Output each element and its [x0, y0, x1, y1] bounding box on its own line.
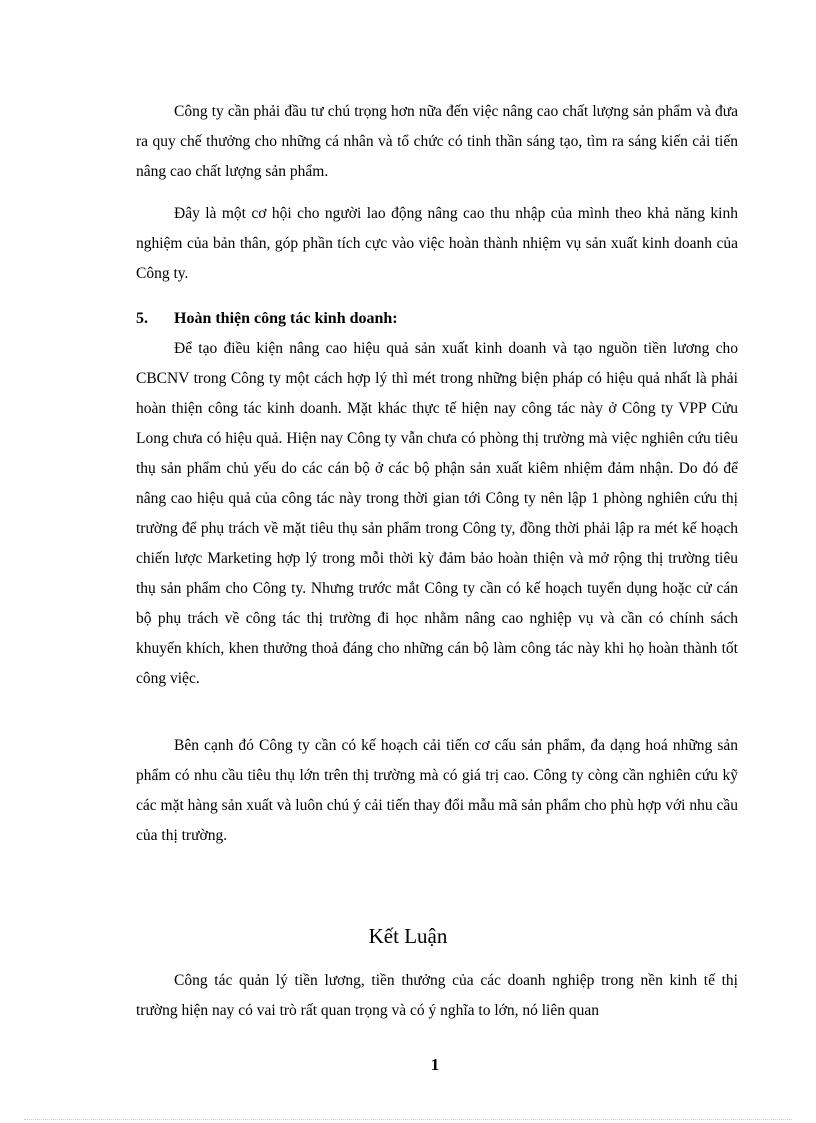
page-bottom-divider	[24, 1119, 792, 1120]
conclusion-title: Kết Luận	[368, 924, 448, 948]
paragraph-quality-investment: Công ty cần phải đầu tư chú trọng hơn nữa đến việc nâng cao chất lượng sản phẩm và đưa ra quy chế thưởng cho những cá nhân và tổ chức có tinh thần sáng tạo, tìm ra sáng kiến cải tiến nâng cao chất lượng sản phẩm.	[136, 103, 738, 180]
paragraph-conclusion-intro: Công tác quản lý tiền lương, tiền thưởng của các doanh nghiệp trong nền kinh tế thị trường hiện nay có vai trò rất quan trọng và có ý nghĩa to lớn, nó liên quan	[136, 972, 738, 1019]
page-number: 1	[430, 1055, 440, 1074]
section-number: 5.	[136, 310, 148, 327]
section-heading-5	[136, 304, 398, 334]
paragraph-business-improvement: Để tạo điều kiện nâng cao hiệu quả sản xuất kinh doanh và tạo nguồn tiền lương cho CBCNV trong Công ty một cách hợp lý thì mét trong những biện pháp có hiệu quả nhất là phải hoàn thiện công tác kinh doanh. Mặt khác thực tế hiện nay công tác này ở Công ty VPP Cửu Long chưa có hiệu quả. Hiện nay Công ty vẫn chưa có phòng thị trường mà việc nghiên cứu tiêu thụ sản phẩm chủ yếu do các cán bộ ở các bộ phận sản xuất kiêm nhiệm đảm nhận. Do đó để nâng cao hiệu quả của công tác này trong thời gian tới Công ty nên lập 1 phòng nghiên cứu thị trường để phụ trách về mặt tiêu thụ sản phẩm trong Công ty, đồng thời phải lập ra mét kế hoạch chiến lược Marketing hợp lý trong mỗi thời kỳ đảm bảo hoàn thiện và mở rộng thị trường tiêu thụ sản phẩm cho Công ty. Nhưng trước mắt Công ty cần có kế hoạch tuyển dụng hoặc cử cán bộ phụ trách về công tác thị trường đi học nhằm nâng cao nghiệp vụ và cần có chính sách khuyến khích, khen thưởng thoả đáng cho những cán bộ làm công tác này khi họ hoàn thành tốt công việc.	[136, 340, 738, 687]
section-heading-title: Hoàn thiện công tác kinh doanh:	[174, 310, 398, 327]
paragraph-worker-opportunity: Đây là một cơ hội cho người lao động nâng cao thu nhập của mình theo khả năng kinh nghiệm của bản thân, góp phần tích cực vào việc hoàn thành nhiệm vụ sản xuất kinh doanh của Công ty.	[136, 205, 738, 282]
paragraph-product-structure: Bên cạnh đó Công ty cần có kế hoạch cải tiến cơ cấu sản phẩm, đa dạng hoá những sản phẩm có nhu cầu tiêu thụ lớn trên thị trường mà có giá trị cao. Công ty còng cần nghiên cứu kỹ các mặt hàng sản xuất và luôn chú ý cải tiến thay đổi mẫu mã sản phẩm cho phù hợp với nhu cầu của thị trường.	[136, 737, 738, 844]
